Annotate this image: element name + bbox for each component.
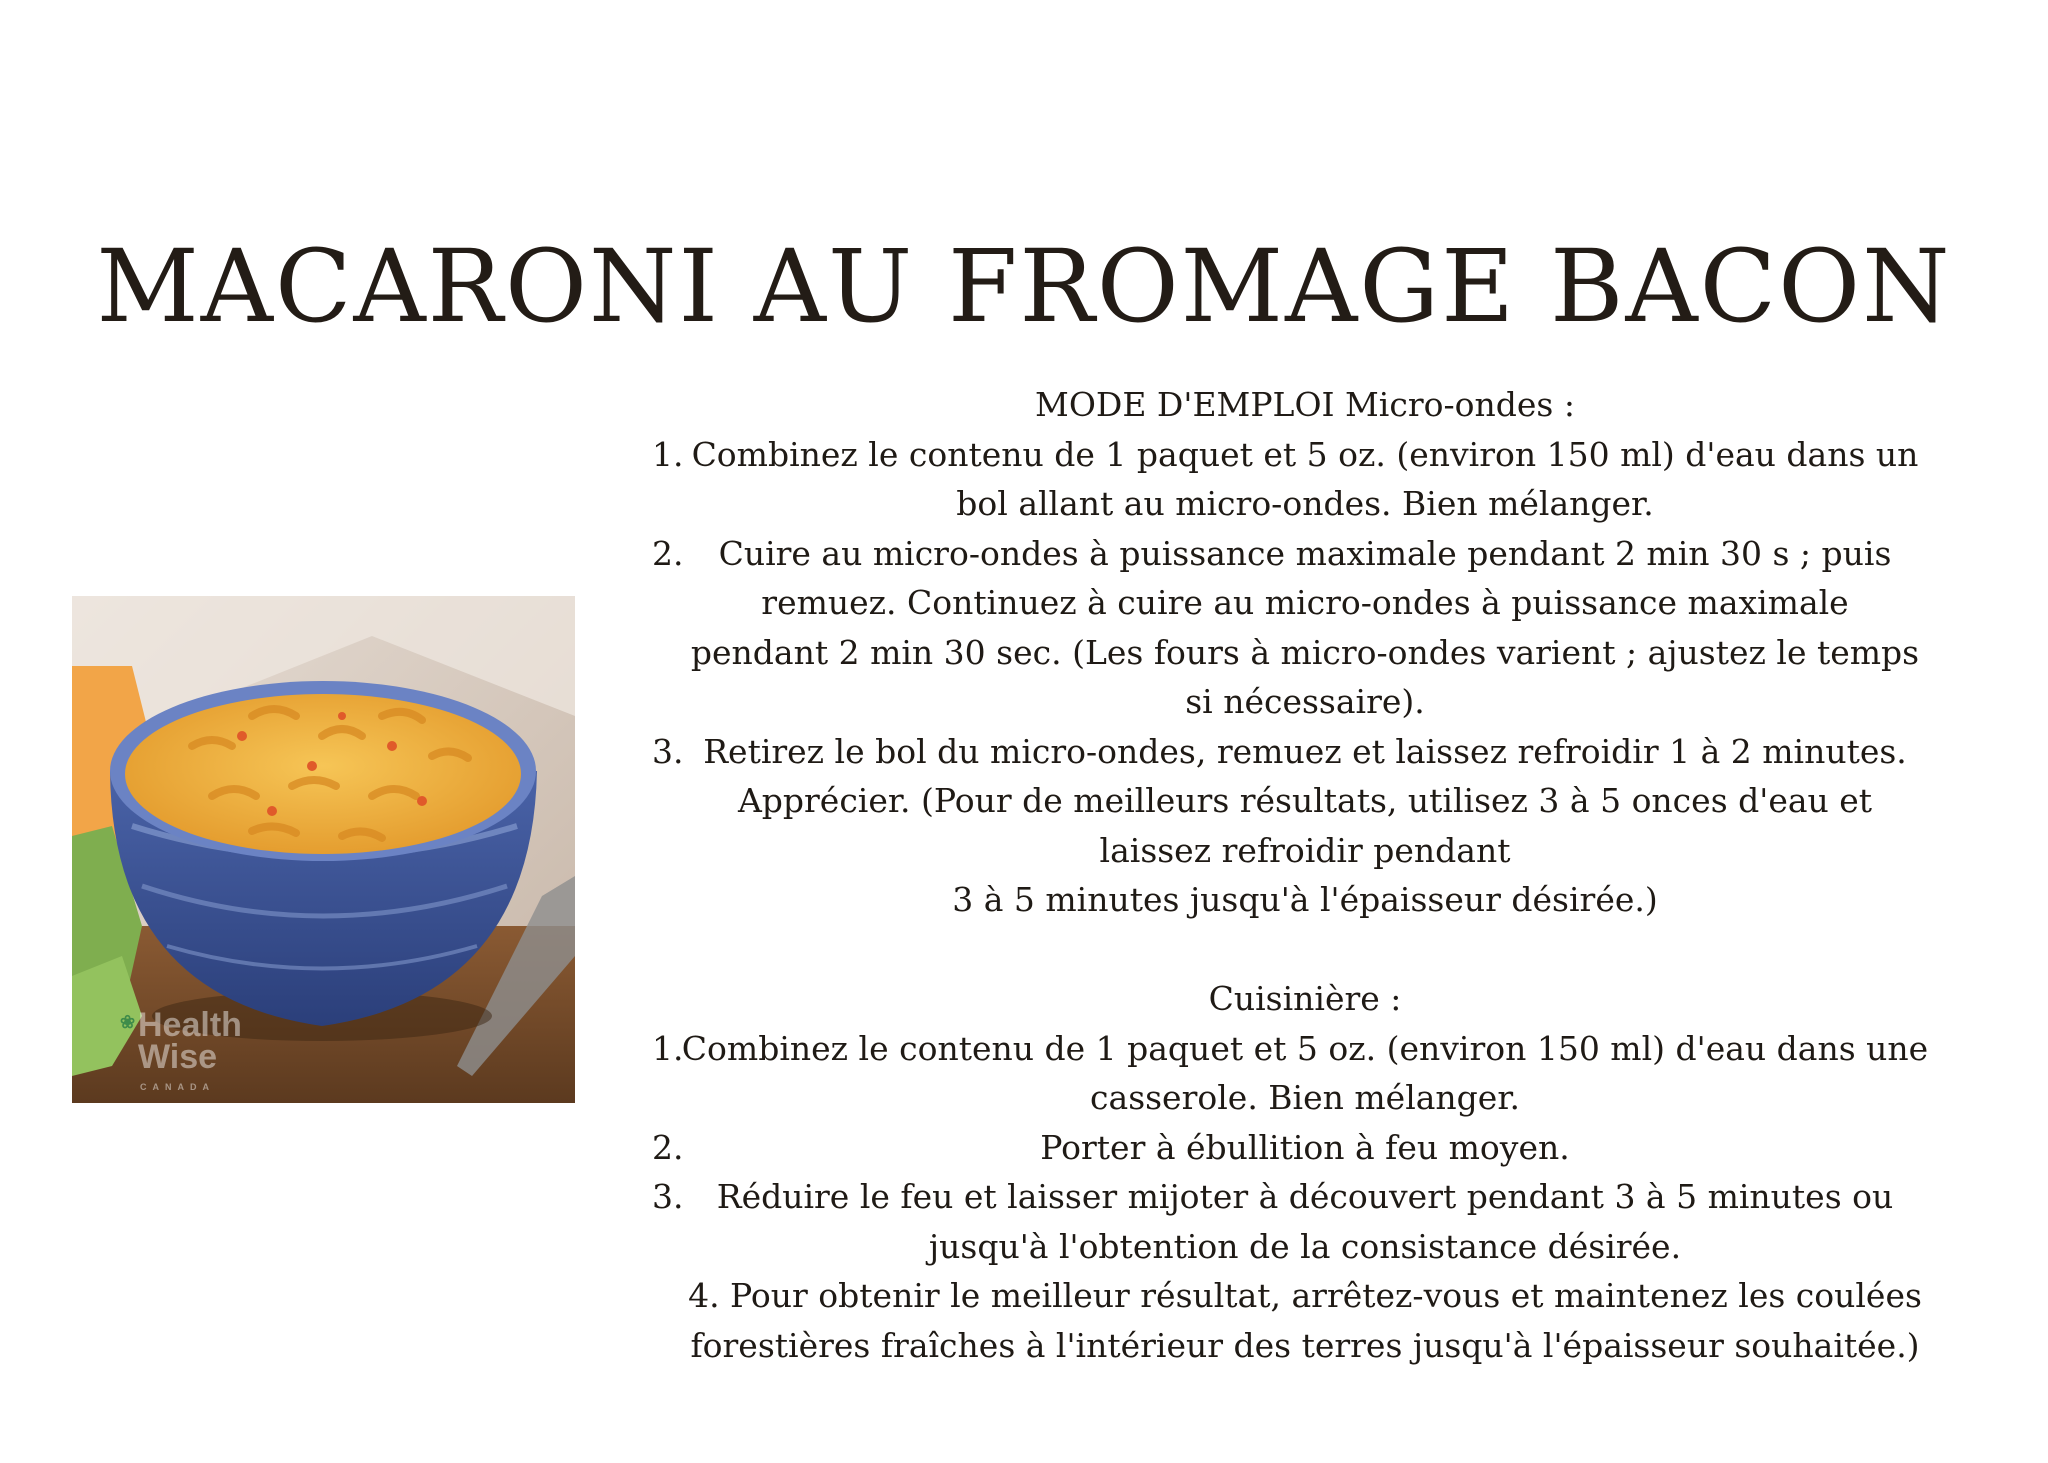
stove-step-2 — [640, 1123, 1970, 1173]
page-title: MACARONI AU FROMAGE BACON — [96, 228, 1952, 345]
stove-note-line: 4. Pour obtenir le meilleur résultat, arrêtez-vous et maintenez les coulées — [688, 1276, 1922, 1315]
microwave-step-2 — [640, 529, 1970, 727]
stove-step-1 — [640, 1024, 1970, 1123]
step-line: casserole. Bien mélanger. — [1090, 1078, 1520, 1117]
step-line: Combinez le contenu de 1 paquet et 5 oz. (environ 150 ml) d'eau dans un — [691, 434, 1919, 474]
stove-step-3 — [640, 1172, 1970, 1271]
microwave-step-1 — [640, 430, 1970, 529]
leaf-icon: ❀ — [120, 1012, 136, 1032]
step-line: laissez refroidir pendant — [1099, 830, 1511, 870]
step-number: 2. — [652, 1127, 684, 1167]
step-line: jusqu'à l'obtention de la consistance désirée. — [928, 1226, 1682, 1266]
step-line: Combinez le contenu de 1 paquet et 5 oz. (environ 150 ml) d'eau dans une — [681, 1028, 1929, 1068]
stove-note-line: forestières fraîches à l'intérieur des terres jusqu'à l'épaisseur souhaitée.) — [690, 1325, 1920, 1365]
step-line: Cuire au micro-ondes à puissance maximale pendant 2 min 30 s ; puis — [718, 533, 1892, 573]
mac-and-cheese-photo — [72, 596, 575, 1103]
step-number: 1. — [652, 1028, 684, 1068]
stove-heading: Cuisinière : — [1208, 979, 1402, 1018]
step-line: Apprécier. (Pour de meilleurs résultats, utilisez 3 à 5 onces d'eau et — [737, 781, 1873, 820]
step-line: bol allant au micro-ondes. Bien mélanger. — [956, 484, 1654, 523]
microwave-step-3 — [640, 727, 1970, 925]
microwave-heading: MODE D'EMPLOI Micro-ondes : — [1035, 385, 1575, 424]
watermark-line3: CANADA — [140, 1082, 215, 1092]
step-line: 3 à 5 minutes jusqu'à l'épaisseur désirée.) — [952, 880, 1658, 919]
instructions — [640, 380, 1970, 1370]
section-gap — [640, 925, 1970, 975]
step-line: Retirez le bol du micro-ondes, remuez et laissez refroidir 1 à 2 minutes. — [703, 731, 1907, 771]
step-line: pendant 2 min 30 sec. (Les fours à micro-ondes varient ; ajustez le temps — [690, 632, 1920, 672]
step-line: Porter à ébullition à feu moyen. — [1040, 1127, 1570, 1167]
step-number: 1. — [652, 434, 684, 474]
step-number: 3. — [652, 731, 684, 771]
watermark-line2: Wise — [138, 1038, 218, 1076]
step-line: Réduire le feu et laisser mijoter à découvert pendant 3 à 5 minutes ou — [716, 1177, 1894, 1216]
step-number: 3. — [652, 1177, 684, 1216]
step-line: si nécessaire). — [1185, 682, 1425, 721]
watermark-line1: Health — [138, 1006, 242, 1044]
step-number: 2. — [652, 533, 684, 573]
step-line: remuez. Continuez à cuire au micro-ondes à puissance maximale — [761, 583, 1849, 622]
